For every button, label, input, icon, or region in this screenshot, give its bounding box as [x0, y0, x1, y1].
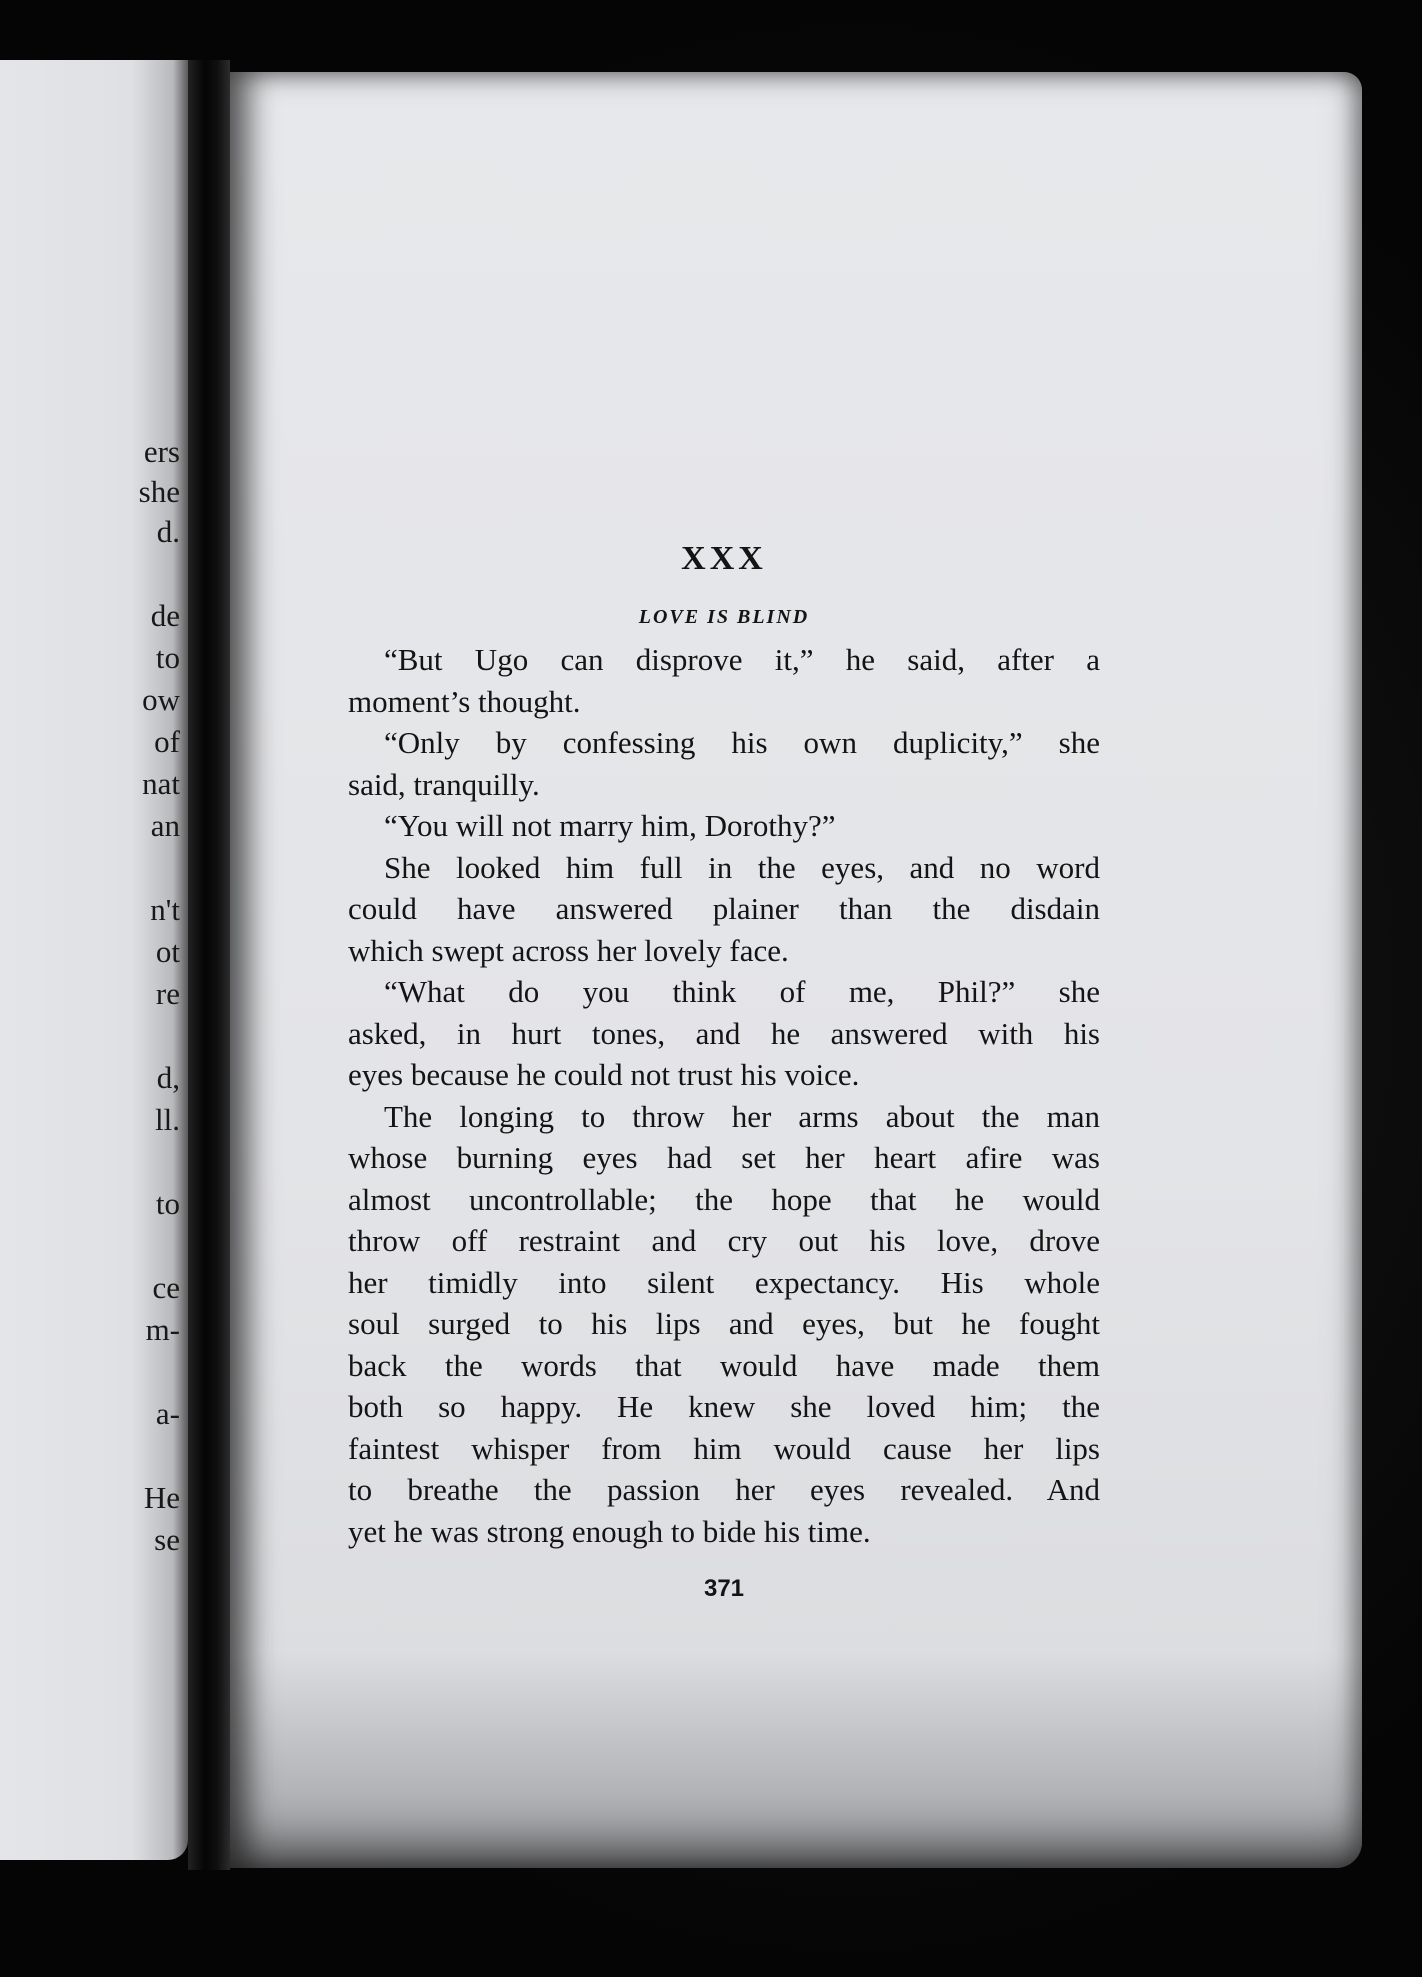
- paragraph: [348, 722, 1100, 805]
- text-line: “You will not marry him, Dorothy?”: [384, 808, 836, 843]
- page-text-block: [348, 520, 1100, 1552]
- text-line: throw off restraint and cry out his love, drove: [348, 1223, 1100, 1258]
- previous-page-fragment: she: [138, 474, 180, 509]
- text-line: could have answered plainer than the disdain: [348, 891, 1100, 926]
- paragraph: [348, 971, 1100, 1096]
- previous-page-fragment: to: [155, 1186, 180, 1221]
- text-line: almost uncontrollable; the hope that he would: [348, 1181, 1100, 1217]
- previous-page-fragment: ot: [155, 934, 180, 969]
- page-number: 371: [703, 1575, 745, 1602]
- text-line: faintest whisper from him would cause her lips: [348, 1430, 1100, 1466]
- text-line: “What do you think of me, Phil?” she: [384, 974, 1100, 1009]
- previous-page-fragment: to: [155, 640, 180, 675]
- text-line: She looked him full in the eyes, and no word: [384, 849, 1100, 885]
- chapter-title: LOVE IS BLIND: [638, 606, 810, 628]
- paragraph: [348, 847, 1100, 972]
- text-line: which swept across her lovely face.: [348, 932, 789, 968]
- chapter-body: [348, 639, 1100, 1552]
- text-line: moment’s thought.: [348, 683, 581, 719]
- text-line: asked, in hurt tones, and he answered with his: [348, 1015, 1100, 1051]
- previous-page-fragment: ow: [142, 682, 180, 717]
- chapter-number: XXX: [681, 540, 767, 577]
- previous-page-edge: [0, 60, 188, 1860]
- text-line: eyes because he could not trust his voice.: [348, 1057, 860, 1092]
- previous-page-fragment: d,: [156, 1060, 180, 1095]
- text-line: said, tranquilly.: [348, 766, 540, 802]
- paragraph: [348, 1096, 1100, 1553]
- text-line: The longing to throw her arms about the man: [384, 1098, 1100, 1134]
- book-gutter: [188, 60, 230, 1870]
- text-line: her timidly into silent expectancy. His whole: [348, 1264, 1100, 1300]
- previous-page-fragment: He: [143, 1480, 180, 1515]
- previous-page-fragment: ers: [143, 434, 180, 469]
- previous-page-fragment: n't: [150, 892, 180, 927]
- text-line: both so happy. He knew she loved him; the: [348, 1389, 1100, 1424]
- previous-page-fragment: m-: [145, 1312, 180, 1347]
- text-line: back the words that would have made them: [348, 1347, 1100, 1383]
- previous-page-fragment: nat: [142, 766, 180, 801]
- previous-page-fragment: ce: [152, 1270, 180, 1305]
- previous-page-fragment: de: [150, 598, 180, 633]
- previous-page-fragment: re: [155, 976, 180, 1011]
- previous-page-fragment: ll.: [155, 1102, 180, 1137]
- text-line: whose burning eyes had set her heart afire was: [348, 1140, 1100, 1175]
- text-line: soul surged to his lips and eyes, but he fought: [348, 1306, 1100, 1341]
- previous-page-fragment: an: [150, 808, 180, 843]
- paragraph: [348, 805, 1100, 847]
- text-line: to breathe the passion her eyes revealed. And: [348, 1472, 1100, 1507]
- text-line: yet he was strong enough to bide his time.: [348, 1513, 871, 1549]
- previous-page-fragment: d.: [156, 514, 180, 549]
- paragraph: [348, 639, 1100, 722]
- text-line: “Only by confessing his own duplicity,” she: [384, 725, 1100, 760]
- previous-page-fragment: se: [154, 1522, 180, 1557]
- previous-page-fragment: a-: [155, 1396, 180, 1431]
- previous-page-fragment: of: [154, 724, 180, 759]
- text-line: “But Ugo can disprove it,” he said, after a: [384, 642, 1100, 677]
